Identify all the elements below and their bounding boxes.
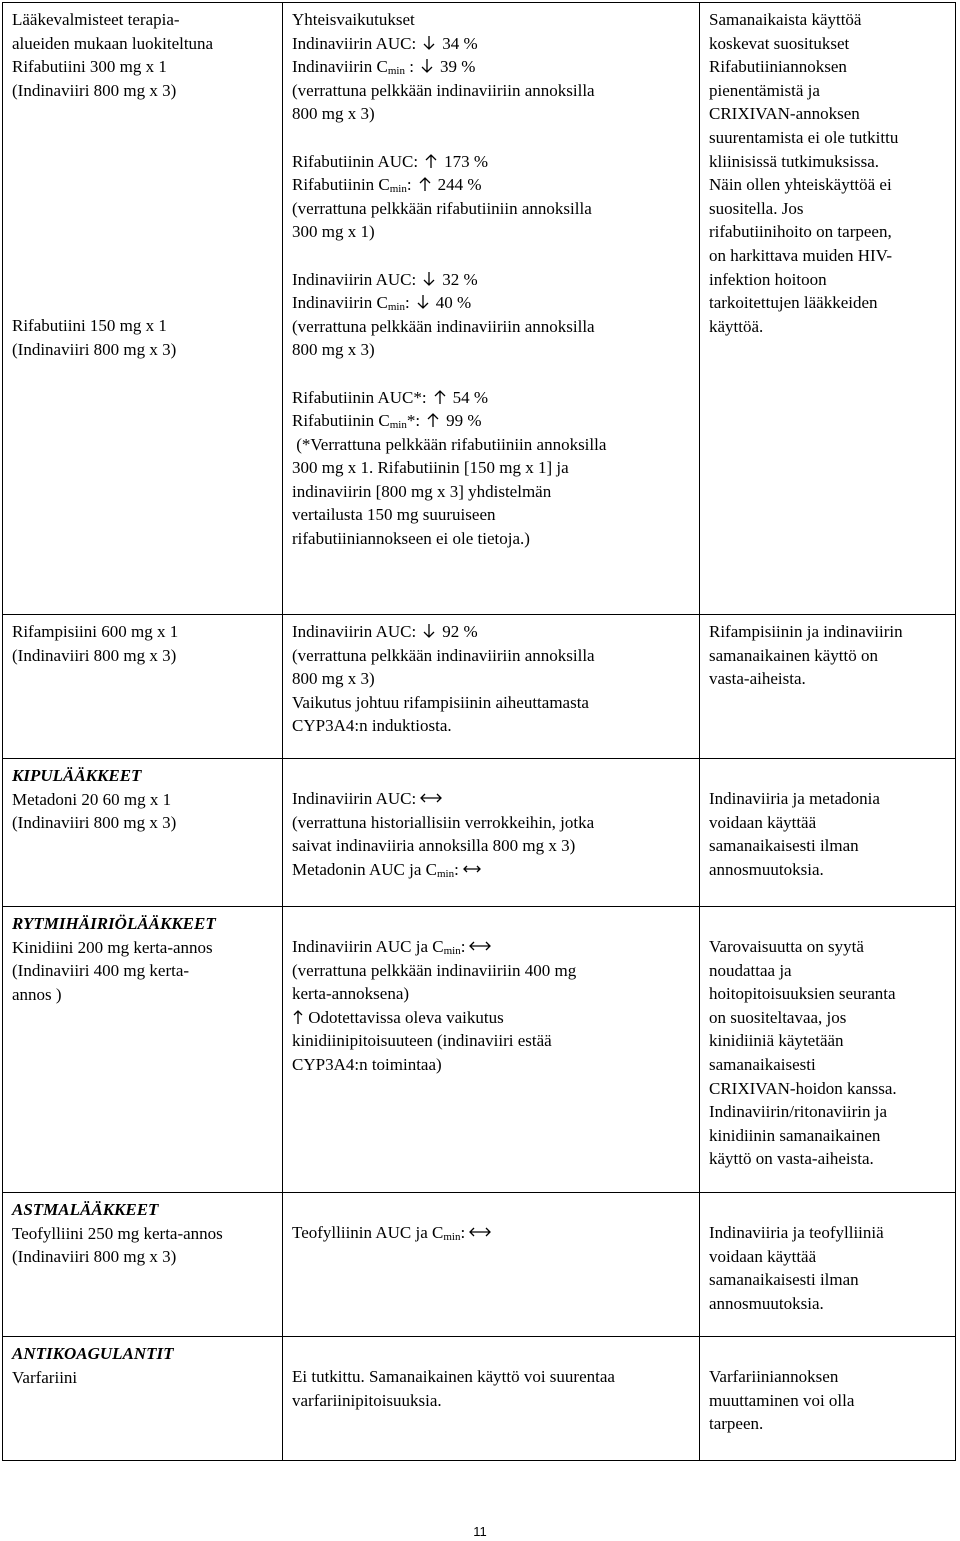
drug-name: Metadoni 20 60 mg x 1	[12, 789, 172, 809]
recommendation-cell: Rifampisiinin ja indinaviirin samanaikainen käyttö on vasta-aiheista.	[700, 615, 956, 759]
drug-name: Rifabutiini 300 mg x 1	[12, 57, 167, 77]
drug-name: Teofylliini 250 mg kerta-annos	[12, 1223, 223, 1243]
drug-cell	[3, 1337, 283, 1461]
table-row	[3, 615, 956, 759]
drug-name: Rifampisiini 600 mg x 1	[12, 622, 179, 641]
interaction-cell: Teofylliinin AUC ja $C_{min}$:	[283, 1193, 700, 1337]
interaction-cell: Yhteisvaikutukset Indinaviirin AUC: 34 % Indinaviirin $C_{min}$ : 39 % (verrattuna pelkkään indinaviiriin annoksilla 800 mg x 3) Rifabutiinin AUC: 173 % Rifabutiinin $C_{min}$: 244 % (verrattuna pelkkään rifabutiiniin annoksilla 300 mg x 1) Indinaviirin AUC: 32 % Indinaviirin $C_{min}$: 40 % (verrattuna pelkkään indinaviiriin annoksilla 800 mg x 3) Rifabutiinin AUC*: 54 % Rifabutiinin $C_{min}*$: 99 % (*Verrattuna pelkkään rifabutiiniin annoksilla 300 mg x 1. Rifabutiinin [150 mg x 1] ja indinaviirin [800 mg x 3] yhdistelmän vertailusta 150 mg suuruiseen rifabutiiniannokseen ei ole tietoja.)	[283, 3, 700, 615]
double-arrow-icon	[468, 1224, 492, 1240]
double-arrow-icon	[462, 861, 482, 877]
drug-cell: RYTMIHÄIRIÖLÄÄKKEET Kinidiini 200 mg kerta-annos (Indinaviiri 400 mg kerta- annos )	[3, 907, 283, 1193]
double-arrow-icon	[468, 938, 492, 954]
drug-cell: Lääkevalmisteet terapia- alueiden mukaan luokiteltuna Rifabutiini 300 mg x 1 (Indinaviiri 800 mg x 3) Rifabutiini 150 mg x 1 (Indinaviiri 800 mg x 3)	[3, 3, 283, 615]
arrow-up-icon	[430, 389, 450, 405]
interaction-cell: Indinaviirin AUC: (verrattuna historiallisiin verrokkeihin, jotka saivat indinaviiria annoksilla 800 mg x 3) Metadonin AUC ja $C_{min}$:	[283, 759, 700, 907]
arrow-down-icon	[413, 294, 433, 310]
recommendation-cell: Indinaviiria ja metadonia voidaan käyttää samanaikaisesti ilman annosmuutoksia.	[700, 759, 956, 907]
recommendation-cell: Varfariiniannoksen muuttaminen voi olla tarpeen.	[700, 1337, 956, 1461]
column-header: Samanaikaista käyttöä	[709, 10, 862, 29]
page-number: 11	[473, 1524, 487, 1539]
drug-cell: KIPULÄÄKKEET Metadoni 20 60 mg x 1 (Indinaviiri 800 mg x 3)	[3, 759, 283, 907]
table-row	[3, 759, 956, 907]
drug-name: Kinidiini 200 mg kerta-annos	[12, 937, 213, 957]
column-header: Lääkevalmisteet terapia-	[12, 10, 180, 29]
drug-cell: ASTMALÄÄKKEET Teofylliini 250 mg kerta-annos (Indinaviiri 800 mg x 3)	[3, 1193, 283, 1337]
table-row	[3, 3, 956, 615]
recommendation-cell: Indinaviiria ja teofylliiniä voidaan käyttää samanaikaisesti ilman annosmuutoksia.	[700, 1193, 956, 1337]
interaction-table	[2, 2, 956, 1461]
column-header: alueiden mukaan luokiteltuna	[12, 33, 214, 53]
interaction-cell: Indinaviirin AUC: 92 % (verrattuna pelkkään indinaviiriin annoksilla 800 mg x 3) Vaikutus johtuu rifampisiinin aiheuttamasta CYP3A4:n induktiosta.	[283, 615, 700, 759]
arrow-down-icon	[417, 58, 437, 74]
drug-cell: Rifampisiini 600 mg x 1 (Indinaviiri 800 mg x 3)	[3, 615, 283, 759]
table-row	[3, 907, 956, 1193]
category-heading: KIPULÄÄKKEET	[12, 766, 142, 785]
arrow-up-icon	[415, 176, 435, 192]
column-header: Yhteisvaikutukset	[292, 10, 415, 29]
arrow-up-icon	[421, 153, 441, 169]
arrow-up-icon	[292, 1009, 304, 1025]
table-row	[3, 1337, 956, 1461]
category-heading: ASTMALÄÄKKEET	[12, 1200, 159, 1219]
drug-name: Varfariini	[12, 1367, 78, 1387]
column-header: koskevat suositukset	[709, 33, 850, 53]
recommendation-cell: Samanaikaista käyttöä koskevat suositukset Rifabutiiniannoksen pienentämistä ja CRIXIVAN-annoksen suurentamista ei ole tutkittu kliinisissä tutkimuksissa. Näin ollen yhteiskäyttöä ei suositella. Jos rifabutiinihoito on tarpeen, on harkittava muiden HIV- infektion hoitoon tarkoitettujen lääkkeiden käyttöä.	[700, 3, 956, 615]
drug-name: Rifabutiini 150 mg x 1	[12, 316, 167, 336]
interaction-cell: Indinaviirin AUC ja $C_{min}$: (verrattuna pelkkään indinaviiriin 400 mg kerta-annoksena) Odotettavissa oleva vaikutus kinidiinipitoisuuteen (indinaviiri estää CYP3A4:n toimintaa)	[283, 907, 700, 1193]
arrow-down-icon	[419, 271, 439, 287]
recommendation-cell: Varovaisuutta on syytä noudattaa ja hoitopitoisuuksien seuranta on suositeltavaa, jos kinidiiniä käytetään samanaikaisesti CRIXIVAN-hoidon kanssa. Indinaviirin/ritonaviirin ja kinidiinin samanaikainen käyttö on vasta-aiheista.	[700, 907, 956, 1193]
arrow-down-icon	[419, 623, 439, 639]
category-heading: RYTMIHÄIRIÖLÄÄKKEET	[12, 914, 216, 933]
category-heading: ANTIKOAGULANTIT	[12, 1344, 174, 1363]
interaction-cell: Ei tutkittu. Samanaikainen käyttö voi suurentaa varfariinipitoisuuksia.	[283, 1337, 700, 1461]
double-arrow-icon	[419, 790, 443, 806]
arrow-up-icon	[423, 412, 443, 428]
table-row	[3, 1193, 956, 1337]
arrow-down-icon	[419, 35, 439, 51]
